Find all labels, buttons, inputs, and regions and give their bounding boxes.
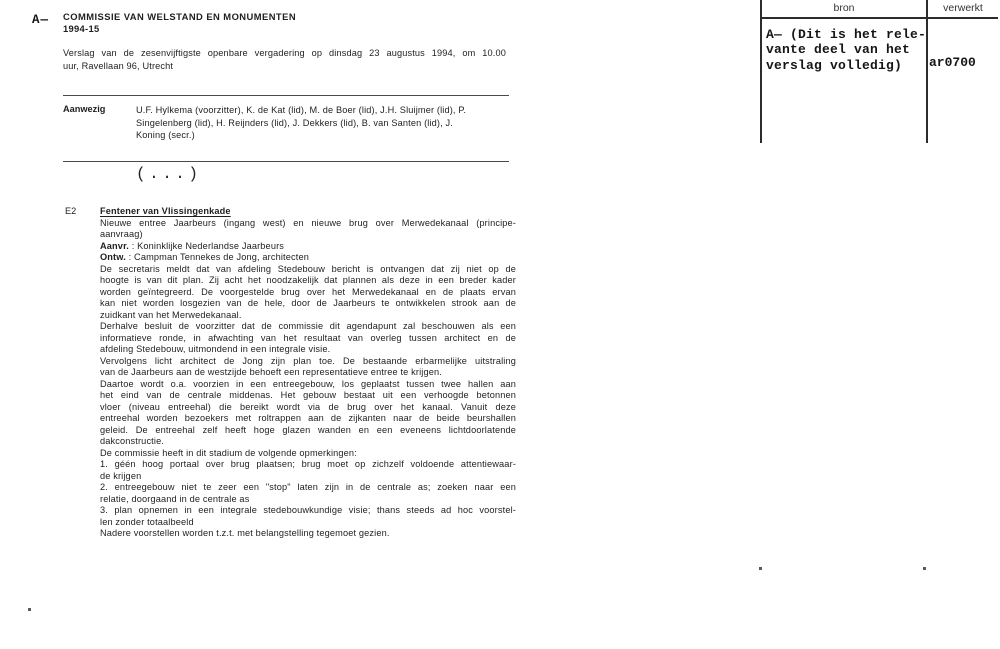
text-line: U.F. Hylkema (voorzitter), K. de Kat (lid), M. de Boer (lid), J.H. Sluijmer (lid), P. — [136, 105, 467, 115]
text-line: relatie, doorgaand in de centrale as — [100, 493, 250, 504]
text-line: Nadere voorstellen worden t.z.t. met belangstelling tegemoet gezien. — [100, 528, 390, 538]
text-line: dakconstructie. — [100, 436, 165, 446]
text-line: worden geïntegreerd. De voorgestelde brug over het Merwedekanaal en de plaats ervan — [100, 286, 516, 297]
text-line: Derhalve besluit de voorzitter dat de commissie dit agendapunt zal beschouwen als een — [100, 321, 516, 331]
horizontal-rule — [63, 161, 509, 162]
text-line: geleid. De entreehal zelf heeft hoge glazen wanden en een eveneens lichtdoorlatende — [100, 424, 516, 435]
organization-title: COMMISSIE VAN WELSTAND EN MONUMENTEN — [63, 11, 297, 22]
bron-annotation — [766, 27, 926, 73]
text-line: hoogte is van dit plan. Zij acht het noodzakelijk dat plannen als deze in een breder kader — [100, 275, 516, 285]
text-line: verslag volledig) — [766, 57, 903, 73]
text-line: de krijgen — [100, 470, 142, 481]
verwerkt-code: ar0700 — [929, 55, 976, 70]
omission-ellipsis: (...) — [136, 165, 202, 183]
text-line: A— (Dit is het rele- — [766, 27, 927, 42]
scan-speck — [28, 608, 31, 611]
text-line: De commissie heeft in dit stadium de volgende opmerkingen: — [100, 447, 357, 458]
table-header-rule — [760, 17, 998, 19]
text-line: Vervolgens licht architect de Jong zijn plan toe. De bestaande erbarmelijke uitstraling — [100, 355, 516, 366]
text-line: uur, Ravellaan 96, Utrecht — [63, 61, 174, 71]
text-line: het eind van de centrale middenas. Het gebouw bestaat uit een verhoogde betonnen — [100, 390, 516, 400]
horizontal-rule — [63, 95, 509, 96]
text-line: vante deel van het — [766, 42, 911, 58]
text-line: 1. géén hoog portaal over brug plaatsen; brug moet op zichzelf voldoende attentiewaar- — [100, 459, 516, 469]
column-header-bron: bron — [833, 2, 855, 14]
text-line: len zonder totaalbeeld — [100, 516, 194, 527]
text-line: kan niet worden losgezien van de hele, door de Jaarbeurs te ontwikkelen strook aan de — [100, 298, 516, 308]
document-number: 1994-15 — [63, 23, 100, 34]
table-column-divider — [926, 0, 928, 143]
text-line: De secretaris meldt dat van afdeling Stedebouw bericht is ontvangen dat zij niet op de — [100, 263, 516, 274]
agenda-item-code: E2 — [65, 206, 77, 216]
text-line: Singelenberg (lid), H. Reijnders (lid), J. Dekkers (lid), B. van Santen (lid), J. — [136, 117, 453, 128]
text-line: afdeling Stedebouw, uitmondend in een integrale visie. — [100, 344, 331, 354]
attendance-names — [136, 104, 498, 142]
table-border-left — [760, 0, 762, 143]
scan-speck — [923, 567, 926, 570]
text-line: 3. plan opnemen in een integrale stedebouwkundige visie; thans steeds ad hoc voorstel- — [100, 505, 516, 515]
text-line: van de Jaarbeurs aan de westzijde behoeft een representatieve entree te krijgen. — [100, 367, 442, 377]
text-line: Ontw. : Campman Tennekes de Jong, architecten — [100, 252, 309, 262]
text-line: Nieuwe entree Jaarbeurs (ingang west) en nieuwe brug over Merwedekanaal (principe- — [100, 217, 516, 228]
text-line: aanvraag) — [100, 229, 143, 239]
text-line: entreehal worden bezoekers met roltrappen aan de zijkanten naar de beide beurshallen — [100, 413, 516, 423]
text-line: Daartoe wordt o.a. voorzien in een entreegebouw, los geplaatst tussen twee hallen aan — [100, 378, 516, 389]
scan-speck — [759, 567, 762, 570]
text-line: zuidkant van het Merwedekanaal. — [100, 309, 242, 320]
meeting-description — [63, 47, 506, 73]
text-line: Fentener van Vlissingenkade — [100, 206, 231, 216]
text-line: 2. entreegebouw niet te zeer een "stop" laten zijn in de centrale as; zoeken naar een — [100, 482, 516, 492]
text-line: informatieve ronde, in afwachting van het resultaat van overleg tussen architect en de — [100, 332, 516, 343]
text-line: vloer (niveau entreehal) die bereikt wordt via de brug over het kanaal. Vanuit deze — [100, 401, 516, 412]
attendance-label: Aanwezig — [63, 104, 106, 114]
margin-mark: A— — [32, 13, 50, 27]
text-line: Koning (secr.) — [136, 130, 195, 141]
agenda-item-body — [100, 206, 516, 540]
column-header-verwerkt: verwerkt — [943, 2, 983, 14]
text-line: Verslag van de zesenvijftigste openbare vergadering op dinsdag 23 augustus 1994, om 10.00 — [63, 48, 506, 58]
text-line: Aanvr. : Koninklijke Nederlandse Jaarbeurs — [100, 240, 285, 251]
